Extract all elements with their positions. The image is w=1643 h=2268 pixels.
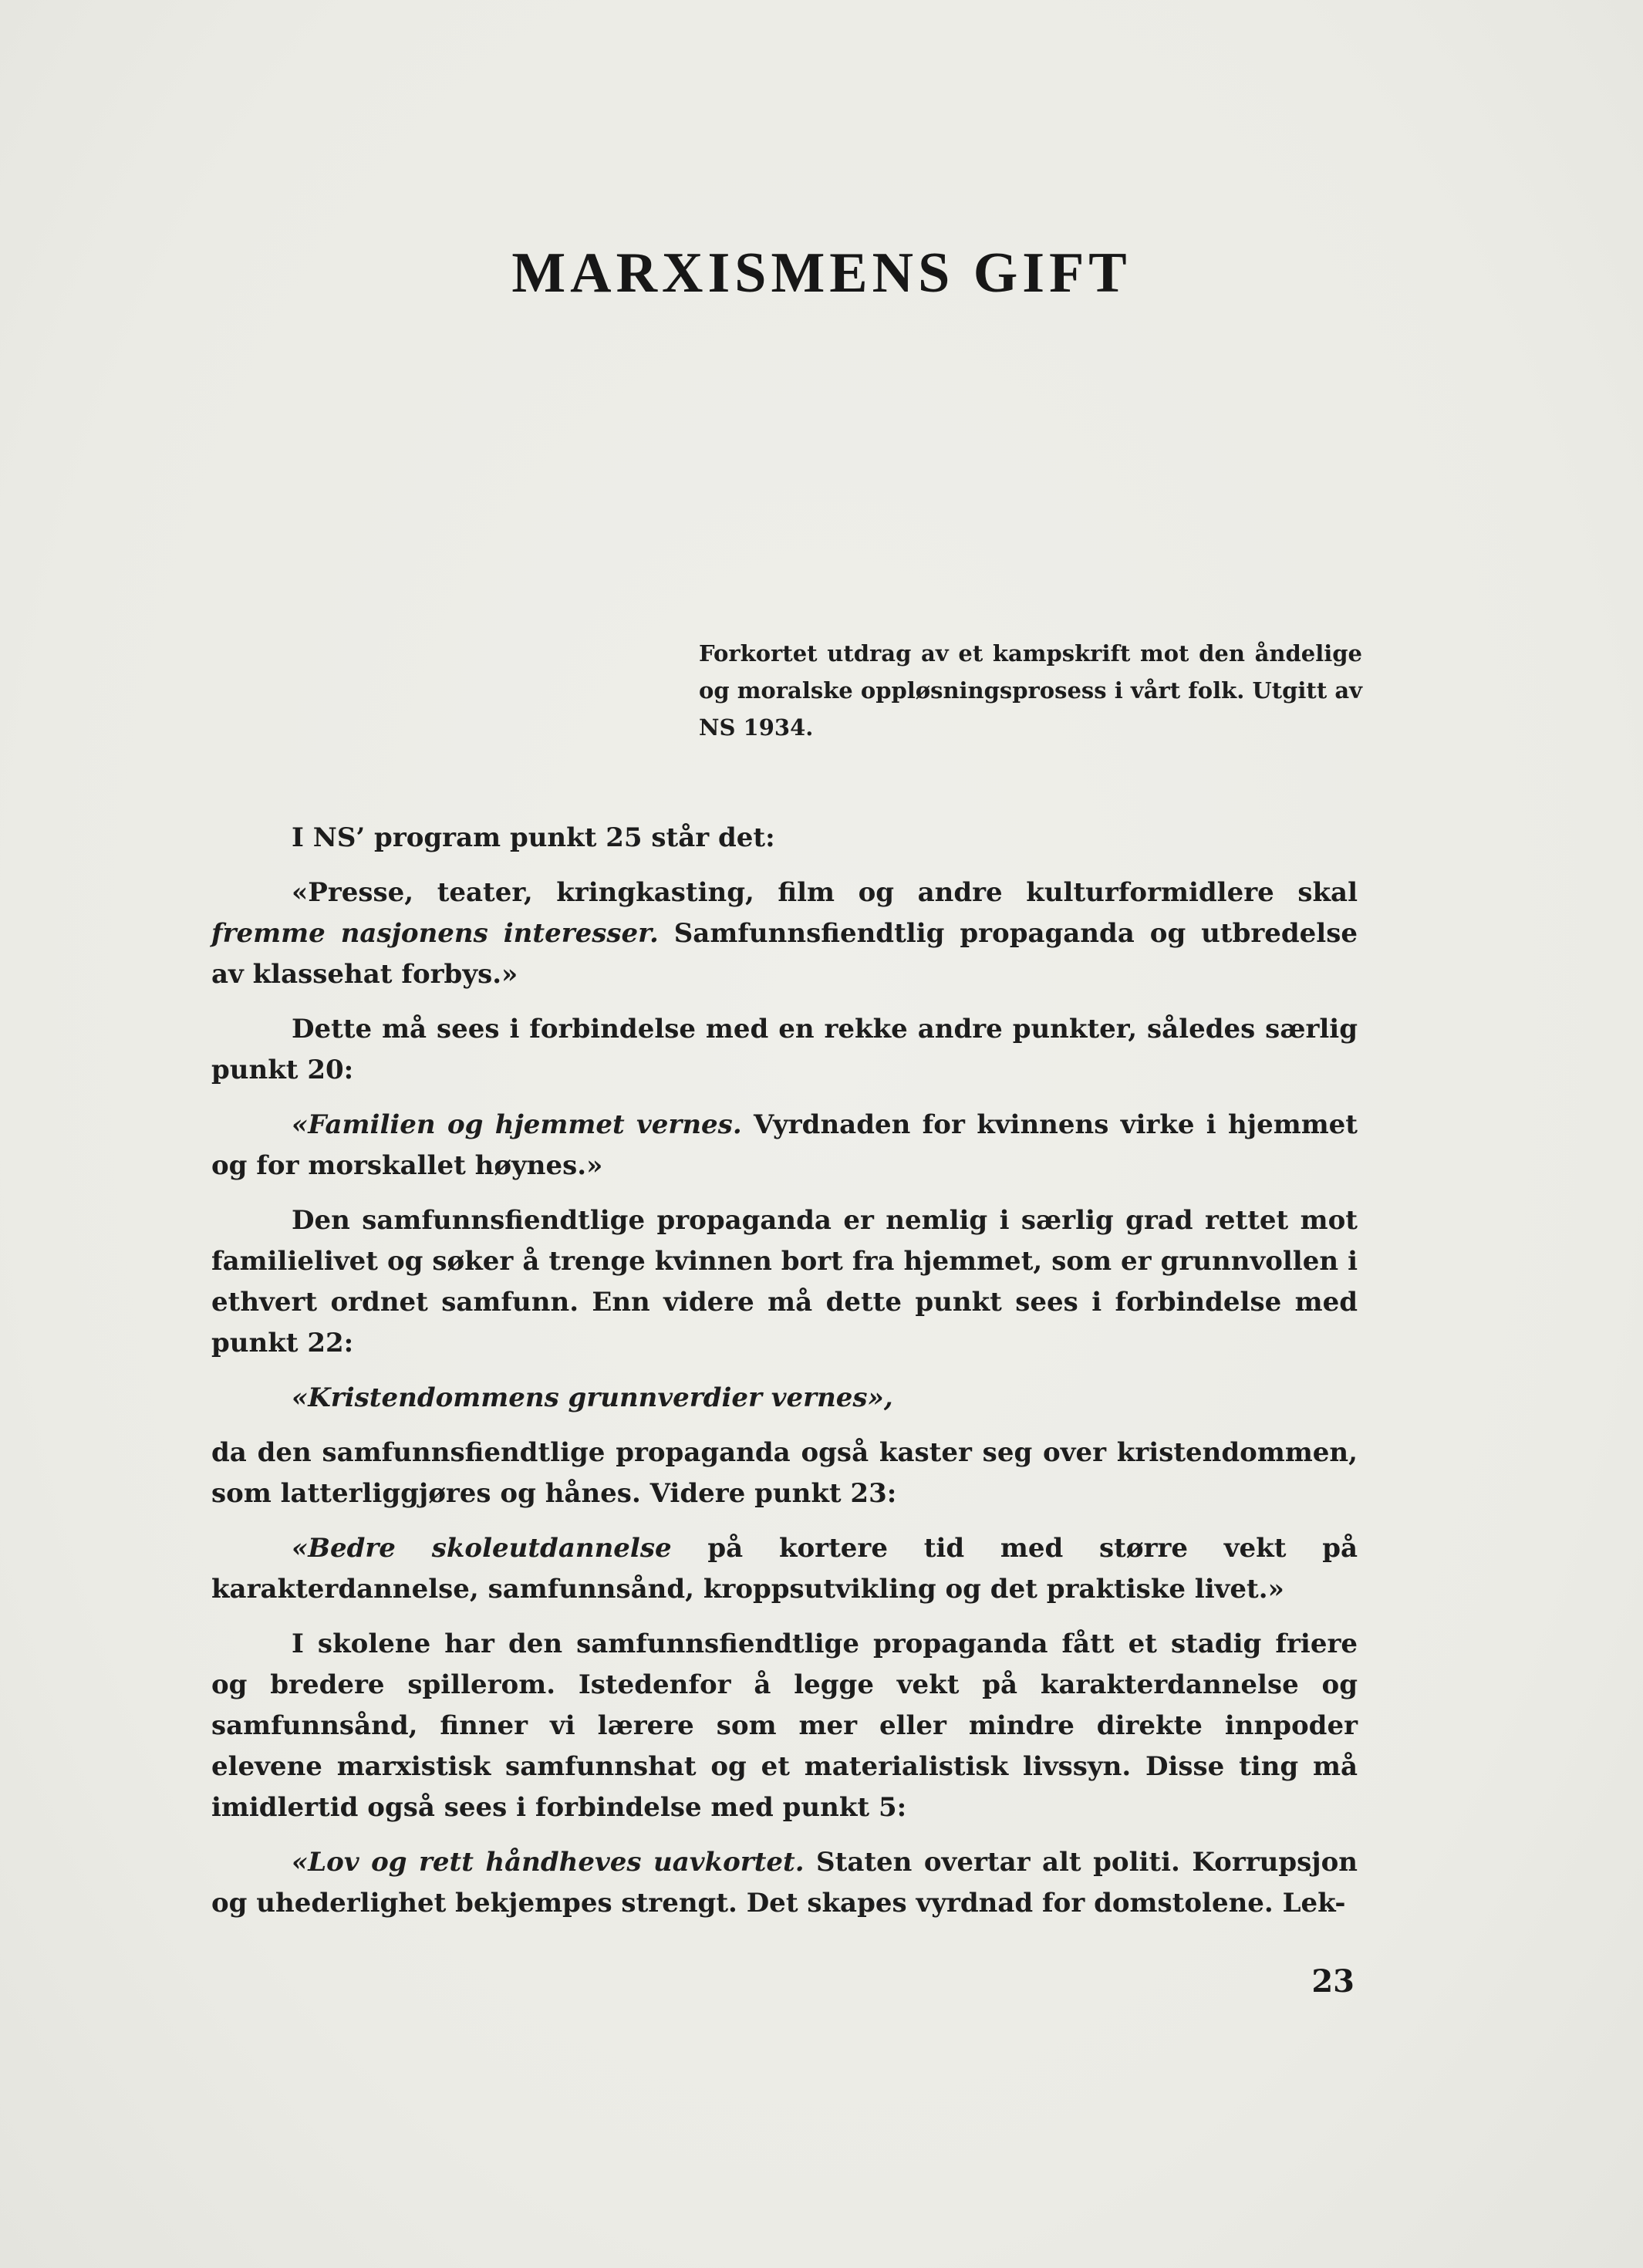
- paragraph-text: Samfunnsfiendtlig propaganda og utbredelse av klassehat forbys.»: [211, 918, 1358, 990]
- paragraph: [211, 1433, 1358, 1514]
- paragraph-text: Staten overtar alt politi. Korrupsjon og uhederlighet bekjempes strengt. Det skapes vyrdnad for domstolene. Lek-: [211, 1847, 1358, 1919]
- page-title: MARXISMENS GIFT: [511, 241, 1132, 305]
- paragraph: [211, 1200, 1358, 1364]
- paragraph: [211, 1009, 1358, 1091]
- quote-paragraph: [211, 1378, 1358, 1419]
- paragraph-text: «Presse, teater, kringkasting, film og andre kulturformidlere skal: [292, 877, 1358, 908]
- paragraph-text: på kortere tid med større vekt på karakterdannelse, samfunnsånd, kroppsutvikling og det praktiske livet.»: [211, 1533, 1358, 1605]
- body-text: [211, 818, 1358, 1938]
- quote-paragraph: [211, 1528, 1358, 1610]
- paragraph-text: da den samfunnsfiendtlige propaganda også kaster seg over kristendommen, som latterliggjøres og hånes. Videre punkt 23:: [211, 1437, 1358, 1509]
- italic-emphasis: «Kristendommens grunnverdier vernes»,: [292, 1382, 893, 1413]
- paragraph: [211, 818, 1358, 859]
- paragraph-text: I NS’ program punkt 25 står det:: [292, 822, 775, 853]
- paragraph-text: Dette må sees i forbindelse med en rekke andre punkter, således særlig punkt 20:: [211, 1014, 1358, 1085]
- italic-emphasis: fremme nasjonens interesser.: [211, 918, 659, 949]
- paragraph-text: Vyrdnaden for kvinnens virke i hjemmet og for morskallet høynes.»: [211, 1109, 1358, 1181]
- intro-note: Forkortet utdrag av et kampskrift mot den åndelige og moralske oppløsningsprosess i vårt folk. Utgitt av NS 1934.: [699, 640, 1362, 741]
- paragraph: [211, 1624, 1358, 1828]
- quote-paragraph: [211, 1105, 1358, 1186]
- quote-paragraph: [211, 1842, 1358, 1924]
- paragraph-text: I skolene har den samfunnsfiendtlige propaganda fått et stadig friere og bredere spillerom. Istedenfor å legge vekt på karakterdannelse og samfunnsånd, finner vi lærere som mer eller mindre direkte innpoder elevene marxistisk samfunnshat og et materialistisk livssyn. Disse ting må imidlertid også sees i forbindelse med punkt 5:: [211, 1628, 1358, 1823]
- italic-emphasis: «Lov og rett håndheves uavkortet.: [292, 1847, 805, 1878]
- page-number: 23: [1311, 1963, 1355, 2000]
- italic-emphasis: «Bedre skoleutdannelse: [292, 1533, 672, 1564]
- paragraph-text: Den samfunnsfiendtlige propaganda er nemlig i særlig grad rettet mot familielivet og søker å trenge kvinnen bort fra hjemmet, som er grunnvollen i ethvert ordnet samfunn. Enn videre må dette punkt sees i forbindelse med punkt 22:: [211, 1205, 1358, 1358]
- quote-paragraph: [211, 872, 1358, 995]
- italic-emphasis: «Familien og hjemmet vernes.: [292, 1109, 742, 1140]
